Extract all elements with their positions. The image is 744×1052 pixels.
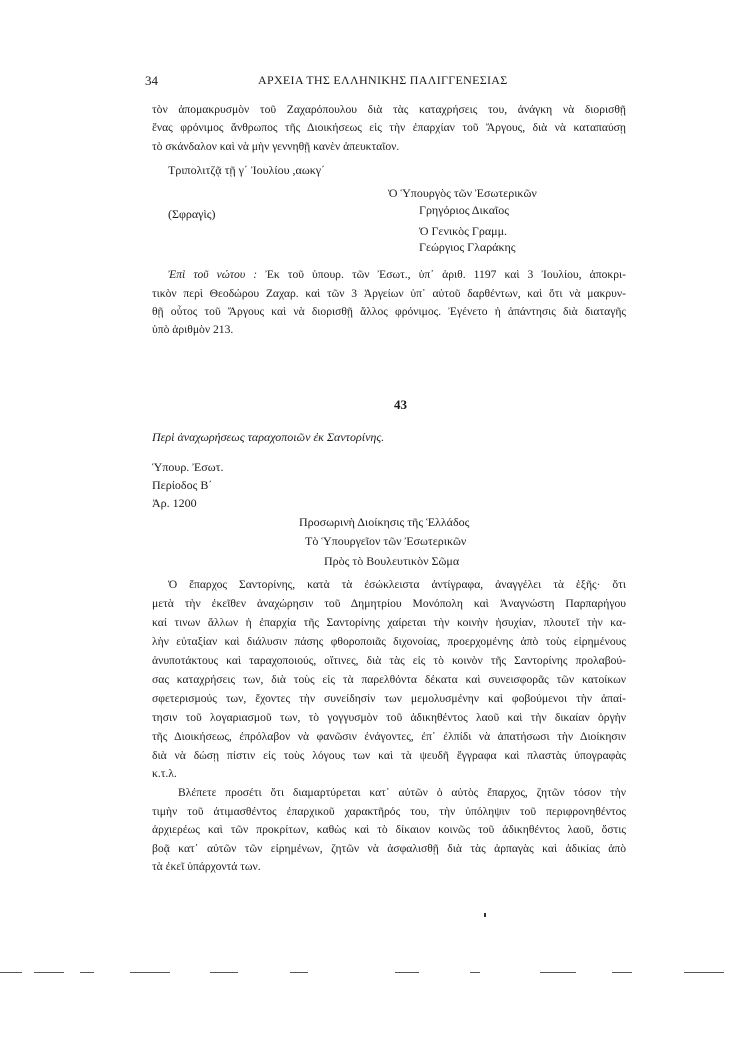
- text-line: λὴν εὐταξίαν καὶ διάλυσιν πάσης φθοροποιᾶς διχονοίας, προερχομένης ἀπὸ τοὺς εἰρημένους: [152, 635, 626, 648]
- addressing-line: Προσωρινὴ Διοίκησις τῆς Ἑλλάδος: [299, 515, 470, 529]
- place-date: Τριπολιτζᾷ τῇ γ΄ Ἰουλίου ,αωκγ΄: [168, 163, 326, 177]
- text-line: κ.τ.λ.: [152, 767, 177, 780]
- document-number: 43: [394, 397, 407, 412]
- signatory-name: Γρηγόριος Δικαῖος: [419, 203, 509, 217]
- seal-mark: (Σφραγὶς): [168, 207, 216, 221]
- scan-dash: [395, 972, 419, 973]
- text-line: τησιν τοῦ λογαριασμοῦ των, τὸ γογγυσμὸν τοῦ ἀδικηθέντος λαοῦ καὶ τὴν δικαίαν ὀργὴν: [152, 711, 626, 724]
- text-line: τὰ ἐκεῖ ὑπάρχοντά των.: [152, 860, 261, 873]
- page-number: 34: [145, 73, 158, 88]
- addressing-line: Πρὸς τὸ Βουλευτικὸν Σῶμα: [324, 554, 460, 568]
- text-line: Ὁ ἔπαρχος Σαντορίνης, κατὰ τὰ ἐσώκλειστα ἀντίγραφα, ἀναγγέλει τὰ ἑξῆς· ὅτι: [168, 578, 626, 591]
- text-line: διὰ νὰ δώσῃ πίστιν εἰς τοὺς λόγους των καὶ τὰ ψευδῆ ἔγγραφα καὶ πλαστὰς ὑπογραφὰς: [152, 749, 626, 762]
- scan-dash: [540, 972, 576, 973]
- scan-edge-dashes: [0, 972, 744, 974]
- scan-dash: [210, 972, 238, 973]
- text-line: θῇ οὗτος τοῦ Ἄργους καὶ νὰ διορισθῇ ἄλλος φρόνιμος. Ἐγένετο ἡ ἀπάντησις διὰ διαταγῆς: [152, 305, 626, 318]
- text-line: τιμὴν τοῦ ἀτιμασθέντος ἐπαρχικοῦ χαρακτῆρός του, τὴν ὑπόληψιν τοῦ περιφρονηθέντος: [152, 805, 626, 818]
- running-title: ΑΡΧΕΙΑ ΤΗΣ ΕΛΛΗΝΙΚΗΣ ΠΑΛΙΓΓΕΝΕΣΙΑΣ: [258, 73, 508, 87]
- text-line: μετὰ τὴν ἐκεῖθεν ἀναχώρησιν τοῦ Δημητρίου Μονόπολη καὶ Ἀναγνώστη Παρπαρήγου: [152, 597, 626, 610]
- scan-dash: [34, 972, 64, 973]
- text-line: τὸ σκάνδαλον καὶ νὰ μὴν γεννηθῇ κανὲν ἀπευκταῖον.: [152, 140, 400, 153]
- scan-dash: [0, 972, 22, 973]
- scan-dash: [290, 972, 308, 973]
- text-line: ἀνυποτάκτους καὶ ταραχοποιούς, οἵτινες, διὰ τὰς εἰς τὸ κοινὸν τῆς Σαντορίνης προλαβού-: [152, 654, 626, 667]
- signatory-title: Ὁ Ὑπουργὸς τῶν Ἐσωτερικῶν: [388, 186, 537, 200]
- text-line: ἕνας φρόνιμος ἄνθρωπος τῆς Διοικήσεως εἰς τὴν ἐπαρχίαν τοῦ Ἄργους, διὰ νὰ καταπαύσῃ: [152, 121, 626, 134]
- note-label: Ἐπὶ τοῦ νώτου :: [168, 268, 258, 281]
- text-line: βοᾷ κατ᾽ αὐτῶν τῶν εἰρημένων, ζητῶν νὰ ἀσφαλισθῇ διὰ τὰς ἁρπαγὰς καὶ ἀδικίας ἀπὸ: [152, 842, 626, 855]
- meta-line: Ὑπουρ. Ἐσωτ.: [152, 460, 224, 474]
- scan-dash: [470, 972, 480, 973]
- text-line: ὑπὸ ἀριθμὸν 213.: [152, 323, 234, 336]
- text-line: σφετερισμούς των, ἔχοντες τὴν συνείδησίν των μεμολυσμένην καὶ φοβούμενοι τὴν ἀπαί-: [152, 692, 626, 705]
- signatory-title: Ὁ Γενικὸς Γραμμ.: [419, 224, 508, 238]
- document-title: Περὶ ἀναχωρήσεως ταραχοποιῶν ἐκ Σαντορίνης.: [152, 430, 385, 444]
- signatory-name: Γεώργιος Γλαράκης: [419, 240, 516, 254]
- note-text: Ἐκ τοῦ ὑπουρ. τῶν Ἐσωτ., ὑπ᾽ ἀριθ. 1197 καὶ 3 Ἰουλίου, ἀποκρι-: [265, 268, 626, 281]
- text-line: Βλέπετε προσέτι ὅτι διαμαρτύρεται κατ᾽ αὐτῶν ὁ αὐτὸς ἔπαρχος, ζητῶν τόσον τὴν: [178, 786, 626, 799]
- meta-line: Περίοδος Β΄: [152, 478, 213, 492]
- text-line: τικὸν περὶ Θεοδώρου Ζαχαρ. καὶ τῶν 3 Ἀργείων ὑπ᾽ αὐτοῦ δαρθέντων, καὶ ὅτι νὰ μακρυν-: [152, 287, 626, 300]
- meta-line: Ἀρ. 1200: [152, 496, 197, 510]
- scan-dash: [130, 972, 170, 973]
- scan-dash: [80, 972, 94, 973]
- scan-speck: [484, 913, 486, 917]
- scan-dash: [684, 972, 724, 973]
- text-line: τῆς Διοικήσεως, ἐπρόλαβον νὰ φανῶσιν ἐνάγοντες, ἐπ᾽ ἐλπίδι νὰ ἀπατήσωσι τὴν Διοίκησιν: [152, 730, 626, 743]
- scan-dash: [612, 972, 632, 973]
- addressing-line: Τὸ Ὑπουργεῖον τῶν Ἐσωτερικῶν: [305, 534, 467, 548]
- text-line: καί τινων ἄλλων ἡ ἐπαρχία τῆς Σαντορίνης χαίρεται τὴν κοινὴν ἡσυχίαν, πλουτεῖ τὴν κα-: [152, 616, 626, 629]
- text-line: ἀρχιερέως καὶ τῶν προκρίτων, καθὼς καὶ τὸ δίκαιον κοινῶς τοῦ ἀδικηθέντος λαοῦ, ὅστις: [152, 823, 626, 836]
- text-line: σας καταχρήσεις των, διὰ τοὺς εἰς τὰ παρελθόντα δέκατα καὶ συνεισφορᾶς τῶν κατοίκων: [152, 673, 626, 686]
- text-line: [168, 268, 626, 286]
- text-line: τὸν ἀπομακρυσμὸν τοῦ Ζαχαρόπουλου διὰ τὰς καταχρήσεις του, ἀνάγκη νὰ διορισθῇ: [152, 103, 626, 116]
